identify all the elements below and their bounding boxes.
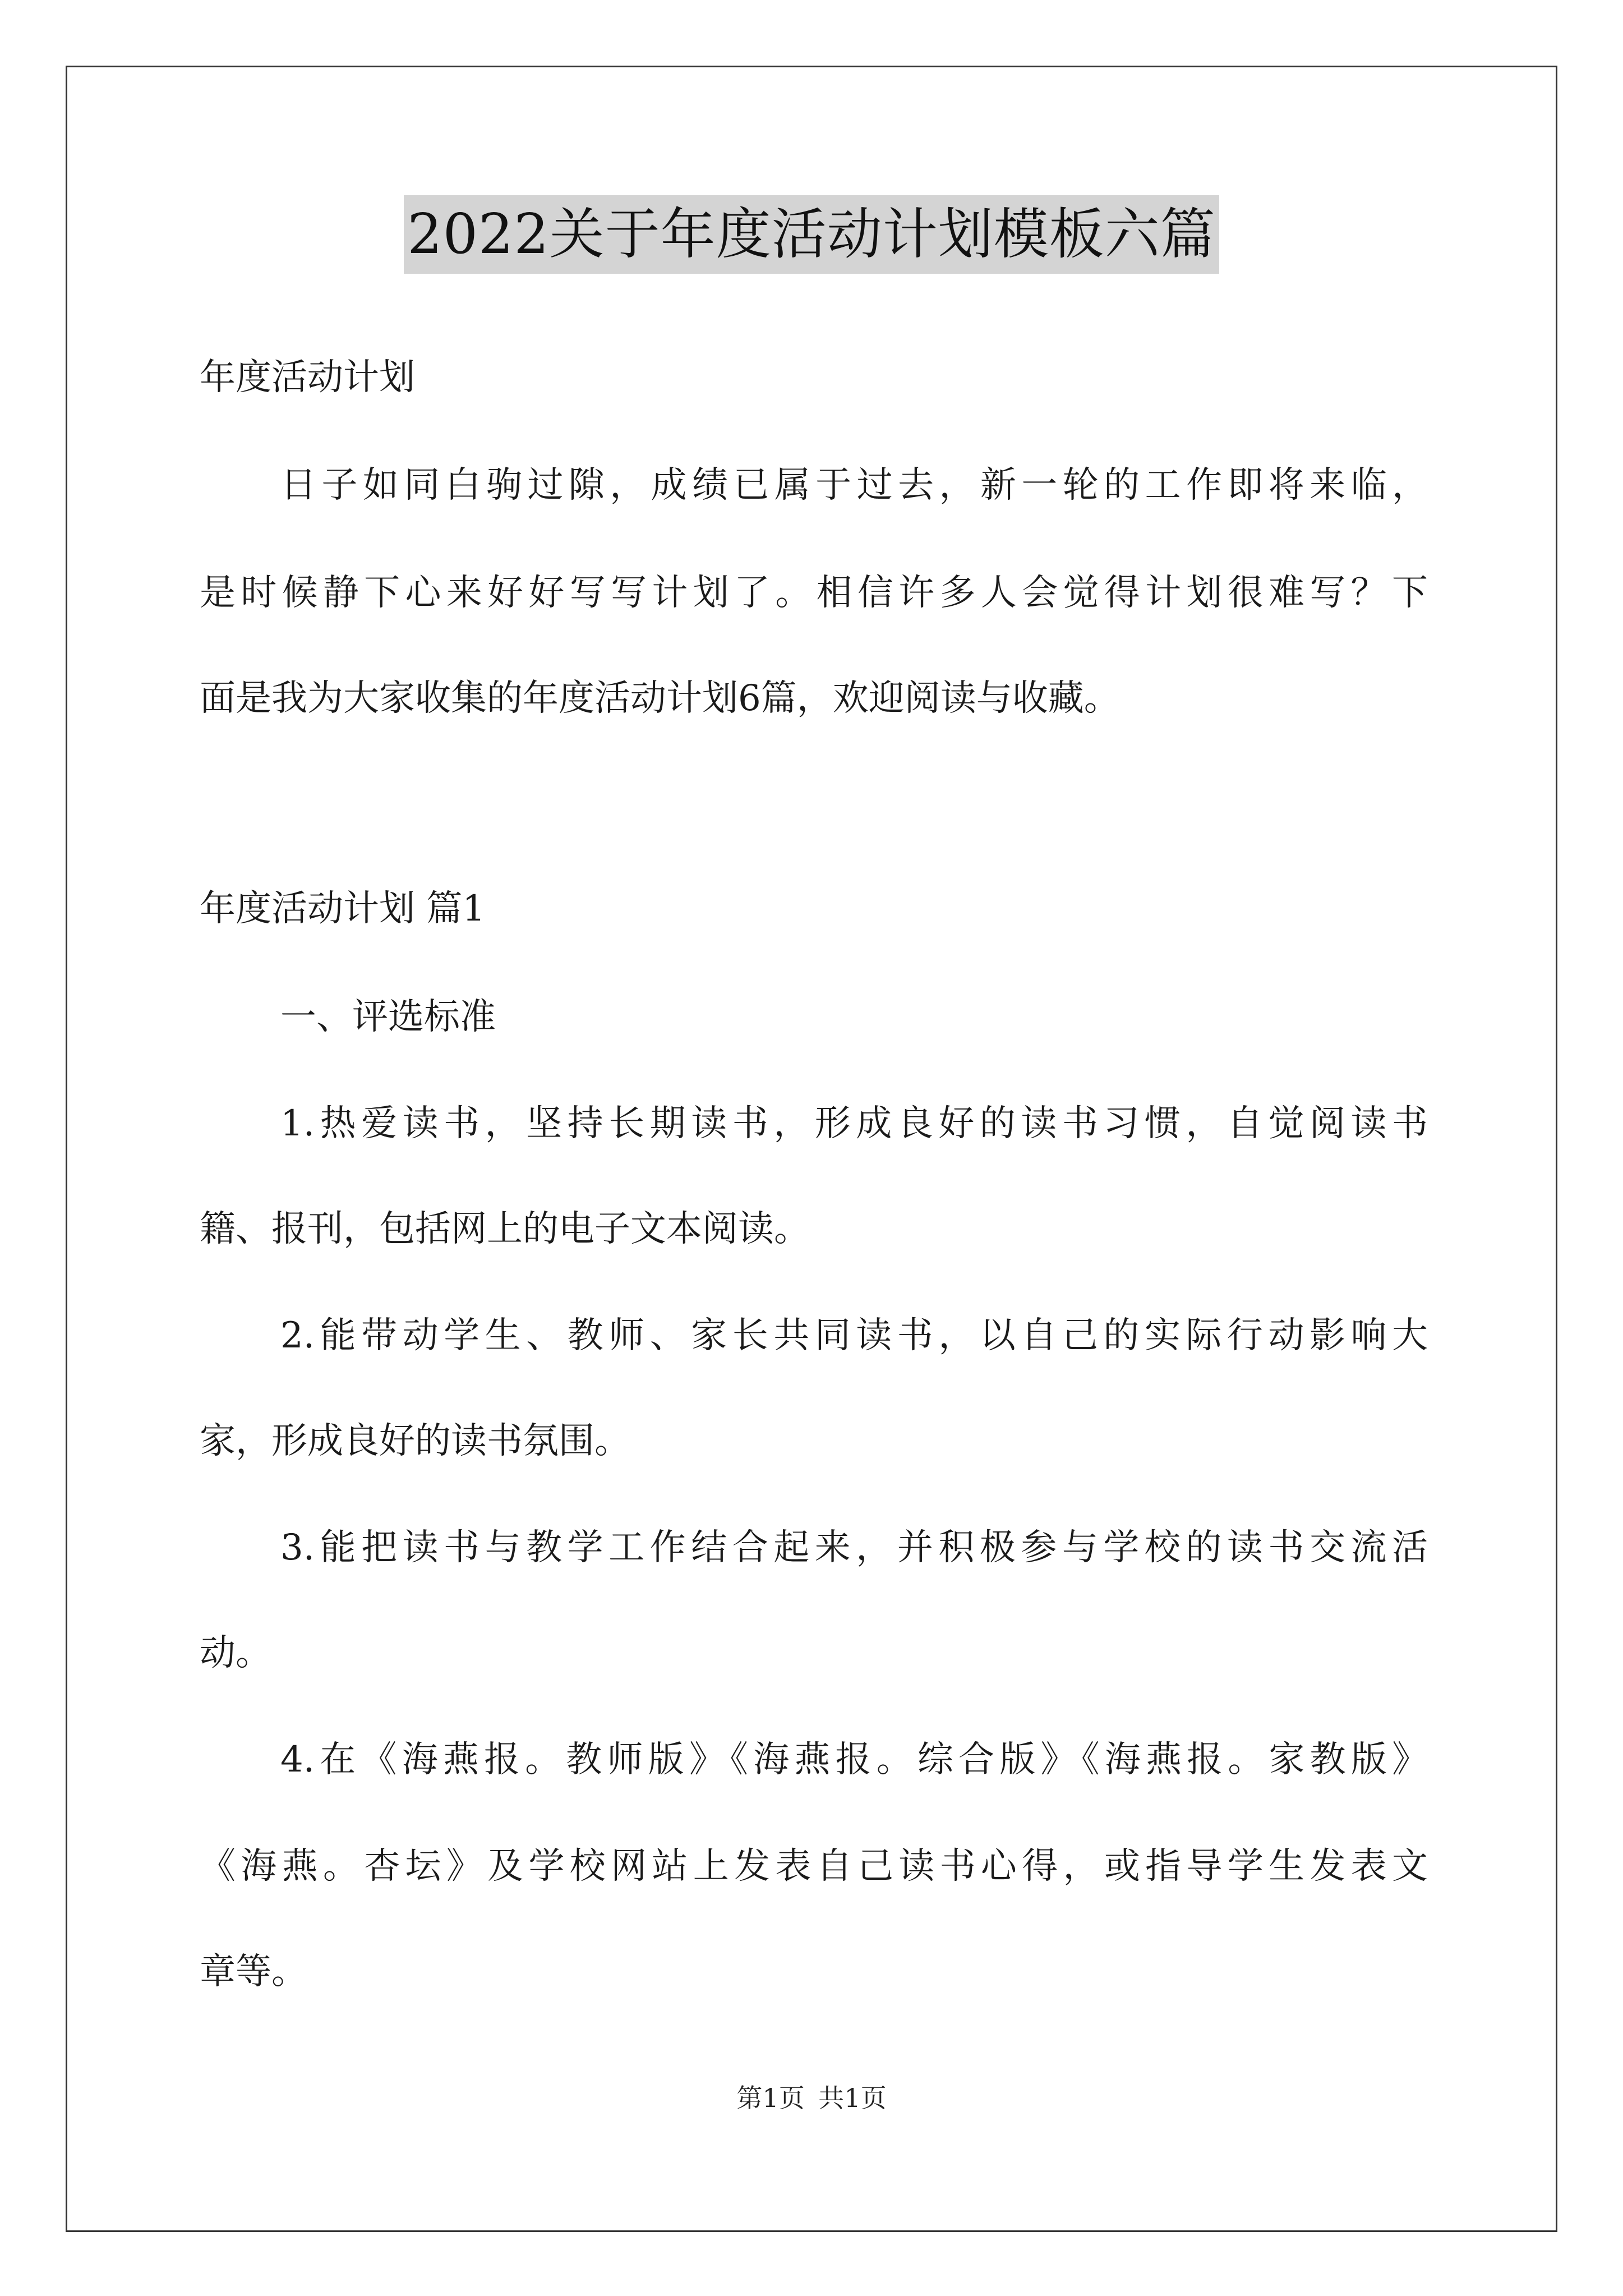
section-heading: 年度活动计划 篇1 (200, 888, 486, 930)
subheading-criteria: 一、评选标准 (280, 996, 496, 1038)
document-title: 2022关于年度活动计划模板六篇 (404, 195, 1219, 274)
item-4-line-2: 《海燕。杏坛》及学校网站上发表自己读书心得，或指导学生发表文 (200, 1846, 1428, 1887)
heading-annual-plan: 年度活动计划 (200, 357, 415, 398)
title-container (0, 195, 1623, 274)
item-1-line-2: 籍、报刊，包括网上的电子文本阅读。 (200, 1208, 810, 1250)
intro-line-3: 面是我为大家收集的年度活动计划6篇，欢迎阅读与收藏。 (200, 678, 1120, 719)
item-4-line-3: 章等。 (200, 1951, 307, 1993)
page-footer: 第1页 共1页 (736, 2083, 887, 2113)
item-3-line-1: 3.能把读书与教学工作结合起来，并积极参与学校的读书交流活 (280, 1527, 1428, 1568)
item-2-line-2: 家，形成良好的读书氛围。 (200, 1420, 630, 1462)
item-2-line-1: 2.能带动学生、教师、家长共同读书，以自己的实际行动影响大 (280, 1315, 1428, 1356)
intro-line-1: 日子如同白驹过隙，成绩已属于过去，新一轮的工作即将来临， (280, 464, 1428, 506)
item-1-line-1: 1.热爱读书，坚持长期读书，形成良好的读书习惯，自觉阅读书 (280, 1103, 1428, 1144)
item-3-line-2: 动。 (200, 1632, 271, 1674)
intro-line-2: 是时候静下心来好好写写计划了。相信许多人会觉得计划很难写？下 (200, 572, 1428, 614)
item-4-line-1: 4.在《海燕报。教师版》《海燕报。综合版》《海燕报。家教版》 (280, 1739, 1428, 1780)
